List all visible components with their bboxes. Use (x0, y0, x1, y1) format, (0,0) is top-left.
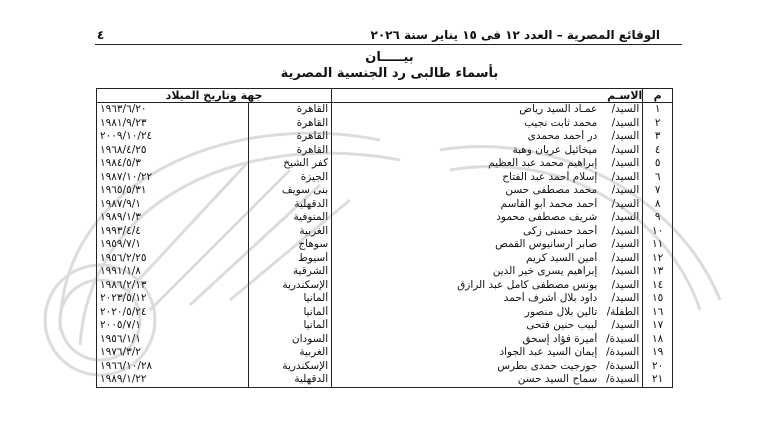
applicant-name: أحمد حسنى زكى (523, 224, 598, 237)
birth-date: ١٩٨٧/١٠/٢٢ (97, 171, 249, 185)
applicant-name-cell (332, 157, 643, 171)
birth-place: الغربية (248, 346, 332, 360)
title-prefix: السيد/ (611, 238, 640, 250)
birth-place: القاهرة (248, 117, 332, 131)
applicant-name-cell (332, 144, 643, 158)
title-prefix: السيد/ (611, 211, 640, 223)
birth-date: ١٩٩٣/٤/٤ (97, 225, 249, 239)
title-prefix: السيد/ (611, 130, 640, 142)
birth-place: القاهرة (248, 130, 332, 144)
applicant-name: إبراهيم محمد عبد العظيم (488, 157, 598, 169)
applicant-name-cell (332, 360, 643, 374)
table-row (97, 360, 673, 374)
issue-title: الوقائع المصرية – العدد ١٢ فى ١٥ يناير سنة ٢٠٢٦ (370, 28, 660, 42)
title-prefix: السيد/ (611, 278, 640, 291)
table-row (97, 144, 673, 158)
applicant-name: إبراهيم يسرى خير الدين (492, 265, 598, 277)
applicant-name-cell (332, 333, 643, 347)
applicant-name: إسلام أحمد عبد الفتاح (502, 170, 598, 183)
row-number: ١٦ (643, 306, 673, 320)
table-row (97, 225, 673, 239)
row-number: ٣ (643, 130, 673, 144)
table-row (97, 346, 673, 360)
birth-date: ١٩٨٦/٢/١٣ (97, 279, 249, 293)
table-row (97, 157, 673, 171)
applicant-name-cell (332, 306, 643, 320)
applicant-name: أمين السيد كريم (526, 251, 598, 264)
birth-place: الإسكندرية (248, 360, 332, 374)
table-row (97, 279, 673, 293)
table-row (97, 117, 673, 131)
birth-place: ألمانيا (248, 319, 332, 333)
table-row (97, 319, 673, 333)
birth-date: ١٩٦٣/٦/٢٠ (97, 103, 249, 117)
table-row (97, 211, 673, 225)
row-number: ١٧ (643, 319, 673, 333)
row-number: ١٨ (643, 333, 673, 347)
document-subheading: بأسماء طالبى رد الجنسية المصرية (280, 66, 499, 81)
applicant-name-cell (332, 265, 643, 279)
applicant-name-cell (332, 319, 643, 333)
birth-place: الإسكندرية (248, 279, 332, 293)
row-number: ١٤ (643, 279, 673, 293)
table-header-row (97, 89, 673, 103)
birth-date: ١٩٥٦/٢/٢٥ (97, 252, 249, 266)
birth-date: ١٩٨٧/٩/١ (97, 198, 249, 212)
row-number: ٢١ (643, 373, 673, 387)
birth-place: ألمانيا (248, 306, 332, 320)
applicant-name-cell (332, 346, 643, 360)
birth-place: أسيوط (248, 252, 332, 266)
birth-date: ١٩٩١/١/٨ (97, 265, 249, 279)
title-prefix: السيد/ (611, 319, 640, 331)
applicant-name-cell (332, 171, 643, 185)
column-header-number: م (643, 89, 673, 103)
row-number: ١٥ (643, 292, 673, 306)
row-number: ١٣ (643, 265, 673, 279)
birth-date: ١٩٧٦/٣/٢ (97, 346, 249, 360)
table-row (97, 252, 673, 266)
applicant-name: جورجيت حمدى بطرس (497, 359, 598, 372)
applicant-name: أميرة فؤاد إسحق (522, 332, 598, 345)
title-prefix: السيد/ (611, 143, 640, 156)
table-row (97, 130, 673, 144)
applicant-name-cell (332, 373, 643, 387)
applicant-name-cell (332, 103, 643, 117)
birth-place: الجيزة (248, 171, 332, 185)
table-row (97, 184, 673, 198)
birth-date: ٢٠٢٠/٥/٢٤ (97, 306, 249, 320)
page-header (95, 26, 682, 45)
birth-place: الدقهلية (248, 198, 332, 212)
row-number: ١٢ (643, 252, 673, 266)
applicant-name: شريف مصطفى محمود (496, 211, 598, 223)
birth-place: القاهرة (248, 103, 332, 117)
title-prefix: السيد/ (611, 197, 640, 210)
birth-date: ٢٠٠٥/٧/١ (97, 319, 249, 333)
table-row (97, 198, 673, 212)
applicant-name: محمد ثابت نجيب (524, 116, 598, 129)
applicant-name-cell (332, 225, 643, 239)
row-number: ٧ (643, 184, 673, 198)
title-prefix: السيدة/ (606, 346, 640, 358)
column-header-birth: جهة وتاريخ الميلاد (97, 89, 332, 103)
row-number: ١ (643, 103, 673, 117)
applicant-name: صابر أرسانيوس القمص (495, 238, 598, 250)
applicant-name-cell (332, 238, 643, 252)
applicant-name-cell (332, 292, 643, 306)
birth-place: السودان (248, 333, 332, 347)
birth-date: ١٩٨١/٩/٢٣ (97, 117, 249, 131)
applicant-name: يونس مصطفى كامل عبد الرازق (457, 278, 598, 291)
title-prefix: السيد/ (611, 116, 640, 129)
table-row (97, 292, 673, 306)
applicant-name: سماح السيد حسن (517, 373, 598, 385)
applicant-name: لبيب حنين فتحى (526, 319, 598, 331)
title-prefix: السيد/ (611, 292, 640, 304)
row-number: ١٩ (643, 346, 673, 360)
table-row (97, 265, 673, 279)
title-prefix: السيد/ (611, 170, 640, 183)
row-number: ١١ (643, 238, 673, 252)
title-prefix: السيد/ (611, 251, 640, 264)
row-number: ٢٠ (643, 360, 673, 374)
title-prefix: السيد/ (611, 265, 640, 277)
title-prefix: السيد/ (611, 184, 640, 196)
title-prefix: الطفلة/ (606, 305, 640, 318)
table-row (97, 171, 673, 185)
table-row (97, 238, 673, 252)
birth-place: الدقهلية (248, 373, 332, 387)
applicant-name: تالين بلال منصور (524, 305, 598, 318)
birth-place: سوهاج (248, 238, 332, 252)
applicant-name: داود بلال أشرف أحمد (503, 292, 598, 304)
table-row (97, 373, 673, 387)
row-number: ١٠ (643, 225, 673, 239)
birth-place: الشرقية (248, 265, 332, 279)
applicant-name-cell (332, 117, 643, 131)
row-number: ٨ (643, 198, 673, 212)
applicant-name: محمد مصطفى حسن (505, 184, 598, 196)
birth-date: ٢٠٠٩/١٠/٢٤ (97, 130, 249, 144)
title-prefix: السيدة/ (606, 359, 640, 372)
birth-place: بنى سويف (248, 184, 332, 198)
applicant-name: أحمد محمد أبو القاسم (500, 197, 598, 210)
applicant-name-cell (332, 279, 643, 293)
birth-date: ٢٠٢٣/٥/١٢ (97, 292, 249, 306)
applicant-name: عمـاد السيد رياض (519, 103, 598, 115)
birth-date: ١٩٦٦/١٠/٢٨ (97, 360, 249, 374)
applicant-name-cell (332, 184, 643, 198)
birth-place: المنوفية (248, 211, 332, 225)
birth-place: ألمانيا (248, 292, 332, 306)
applicant-name: إيمان السيد عبد الجواد (499, 346, 598, 358)
birth-date: ١٩٨٤/٥/٣ (97, 157, 249, 171)
birth-date: ١٩٦٥/٥/٣١ (97, 184, 249, 198)
row-number: ٩ (643, 211, 673, 225)
page-number: ٤ (97, 28, 105, 42)
birth-place: الغربية (248, 225, 332, 239)
row-number: ٦ (643, 171, 673, 185)
table-row (97, 306, 673, 320)
applicant-name-cell (332, 198, 643, 212)
document-heading: بيـــــان (365, 50, 414, 65)
row-number: ٥ (643, 157, 673, 171)
table-row (97, 103, 673, 117)
birth-date: ١٩٦٨/٤/٢٥ (97, 144, 249, 158)
column-header-name: الاسـم (332, 89, 643, 103)
title-prefix: السيد/ (611, 224, 640, 237)
applicant-name-cell (332, 130, 643, 144)
title-prefix: السيد/ (611, 157, 640, 169)
birth-date: ١٩٨٩/١/٢٢ (97, 373, 249, 387)
birth-place: القاهرة (248, 144, 332, 158)
applicant-name-cell (332, 211, 643, 225)
title-prefix: السيدة/ (606, 373, 640, 385)
applicants-table (96, 88, 673, 388)
birth-date: ١٩٨٩/١/٣ (97, 211, 249, 225)
birth-place: كفر الشيخ (248, 157, 332, 171)
applicant-name: در أحمد محمدى (527, 130, 598, 142)
title-prefix: السيد/ (611, 103, 640, 115)
applicant-name: ميخائيل عريان وهبة (512, 143, 598, 156)
applicant-name-cell (332, 252, 643, 266)
table-row (97, 333, 673, 347)
birth-date: ١٩٥٩/٧/١ (97, 238, 249, 252)
row-number: ٤ (643, 144, 673, 158)
title-prefix: السيدة/ (606, 332, 640, 345)
row-number: ٢ (643, 117, 673, 131)
birth-date: ١٩٥٦/١/١ (97, 333, 249, 347)
